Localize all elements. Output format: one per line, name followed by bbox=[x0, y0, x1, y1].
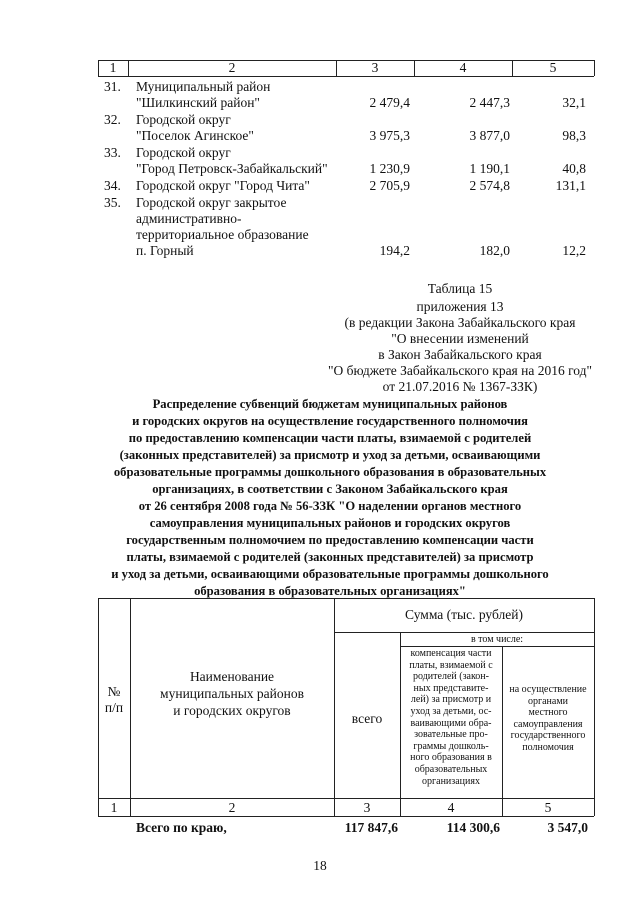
header-col4-line: платы, взимаемой с bbox=[409, 659, 493, 671]
row-number: 31. bbox=[104, 79, 121, 94]
header-col5-line: самоуправления bbox=[513, 718, 583, 730]
row-name-line: Городской округ закрытое bbox=[136, 195, 287, 210]
heading-line: государственным полномочием по предоставлению компенсации части bbox=[126, 533, 534, 547]
header-col4-line: зовательные про- bbox=[414, 729, 488, 741]
header-col5 bbox=[502, 684, 594, 754]
row-name-line: Городской округ bbox=[136, 145, 231, 160]
header-col5-line: на осуществление bbox=[509, 684, 587, 695]
total-col5: 3 547,0 bbox=[547, 820, 588, 835]
row-name-line: территориальное образование bbox=[136, 227, 309, 242]
heading-line: организациях, в соответствии с Законом Забайкальского края bbox=[152, 482, 508, 496]
header-col4-line: ваивающими обра- bbox=[410, 717, 492, 729]
heading-line: от 26 сентября 2008 года № 56-ЗЗК "О наделении органов местного bbox=[138, 499, 522, 513]
row-number: 32. bbox=[104, 112, 121, 127]
header-col4-line: лей) за присмотр и bbox=[410, 694, 492, 706]
annex-line: приложения 13 bbox=[416, 299, 504, 314]
row-name-line: "Шилкинский район" bbox=[136, 95, 260, 110]
header-col5-line: государственного bbox=[510, 730, 586, 742]
heading-line: по предоставлению компенсации части платы, взимаемой с родителей bbox=[128, 431, 532, 445]
header-total: всего bbox=[351, 711, 383, 726]
row-col5: 98,3 bbox=[562, 128, 586, 143]
annex-line: "О внесении изменений bbox=[391, 331, 529, 346]
header-name: Наименование bbox=[189, 669, 275, 684]
total-label: Всего по краю, bbox=[136, 820, 227, 835]
annex-line: Таблица 15 bbox=[427, 281, 493, 296]
row-name-line: "Город Петровск-Забайкальский" bbox=[136, 161, 328, 176]
annex-line: "О бюджете Забайкальского края на 2016 год" bbox=[327, 363, 593, 378]
heading-line: самоуправления муниципальных районов и городских округов bbox=[149, 516, 511, 530]
row-name-line: Городской округ bbox=[136, 112, 231, 127]
total-col4: 114 300,6 bbox=[446, 820, 500, 835]
row-name-line: "Поселок Агинское" bbox=[136, 128, 254, 143]
header-num: № bbox=[107, 684, 121, 699]
header-col4 bbox=[400, 648, 502, 787]
row-number: 35. bbox=[104, 195, 121, 210]
header-col4-line: ного образования в bbox=[410, 752, 492, 764]
row-total: 194,2 bbox=[379, 243, 410, 258]
annex-line: от 21.07.2016 № 1367-ЗЗК) bbox=[382, 379, 538, 394]
heading-line: Распределение субвенций бюджетам муниципальных районов bbox=[152, 397, 508, 411]
header-name: и городских округов bbox=[173, 703, 291, 718]
row-col5: 32,1 bbox=[562, 95, 586, 110]
row-col5: 131,1 bbox=[555, 178, 586, 193]
row-total: 2 479,4 bbox=[369, 95, 410, 110]
header-sum: Сумма (тыс. рублей) bbox=[405, 607, 523, 622]
row-name-line: п. Горный bbox=[136, 243, 194, 258]
row-col4: 182,0 bbox=[479, 243, 510, 258]
row-number: 33. bbox=[104, 145, 121, 160]
header-col4-line: компенсация части bbox=[410, 648, 492, 659]
col-number-1: 1 bbox=[110, 800, 118, 815]
total-value: 117 847,6 bbox=[344, 820, 398, 835]
heading-line: (законных представителей) за присмотр и уход за детьми, осваивающими bbox=[119, 448, 541, 462]
col-number-2: 2 bbox=[228, 800, 236, 815]
row-total: 1 230,9 bbox=[369, 161, 410, 176]
col-number-3: 3 bbox=[363, 800, 371, 815]
row-total: 2 705,9 bbox=[369, 178, 410, 193]
header-col5-line: местного bbox=[528, 707, 568, 719]
col-number-1: 1 bbox=[109, 60, 117, 75]
row-col4: 2 447,3 bbox=[469, 95, 510, 110]
header-num: п/п bbox=[104, 700, 124, 715]
header-col4-line: уход за детьми, ос- bbox=[410, 705, 492, 717]
header-col4-line: образовательных bbox=[414, 763, 488, 775]
header-including: в том числе: bbox=[470, 634, 524, 645]
row-col4: 2 574,8 bbox=[469, 178, 510, 193]
header-col4-line: организациях bbox=[422, 775, 480, 787]
row-total: 3 975,3 bbox=[369, 128, 410, 143]
row-name-line: административно- bbox=[136, 211, 242, 226]
row-name-line: Муниципальный район bbox=[136, 79, 271, 94]
annex-line: (в редакции Закона Забайкальского края bbox=[344, 315, 576, 330]
heading-line: образовательные программы дошкольного образования в образовательных bbox=[113, 465, 547, 479]
col-number-2: 2 bbox=[228, 60, 236, 75]
row-name-line: Городской округ "Город Чита" bbox=[136, 178, 310, 193]
row-col5: 12,2 bbox=[562, 243, 586, 258]
header-col4-line: родителей (закон- bbox=[413, 671, 489, 683]
col-number-5: 5 bbox=[549, 60, 557, 75]
page-number: 18 bbox=[313, 858, 327, 873]
header-col4-line: ных представите- bbox=[413, 682, 489, 694]
col-number-4: 4 bbox=[447, 800, 455, 815]
row-col4: 1 190,1 bbox=[469, 161, 510, 176]
header-col5-line: полномочия bbox=[522, 741, 574, 753]
heading-line: и городских округов на осуществление государственного полномочия bbox=[132, 414, 528, 428]
col-number-5: 5 bbox=[544, 800, 552, 815]
row-number: 34. bbox=[104, 178, 121, 193]
heading-line: образования в образовательных организациях" bbox=[194, 584, 466, 598]
header-name: муниципальных районов bbox=[160, 686, 304, 701]
header-col4-line: граммы дошколь- bbox=[413, 740, 489, 752]
annex-line: в Закон Забайкальского края bbox=[378, 347, 542, 362]
heading-line: и уход за детьми, осваивающими образовательные программы дошкольного bbox=[111, 567, 549, 581]
col-number-4: 4 bbox=[459, 60, 467, 75]
row-col4: 3 877,0 bbox=[469, 128, 510, 143]
col-number-3: 3 bbox=[371, 60, 379, 75]
row-col5: 40,8 bbox=[562, 161, 586, 176]
header-col5-line: органами bbox=[527, 695, 568, 707]
heading-line: платы, взимаемой с родителей (законных представителей) за присмотр bbox=[126, 550, 534, 564]
